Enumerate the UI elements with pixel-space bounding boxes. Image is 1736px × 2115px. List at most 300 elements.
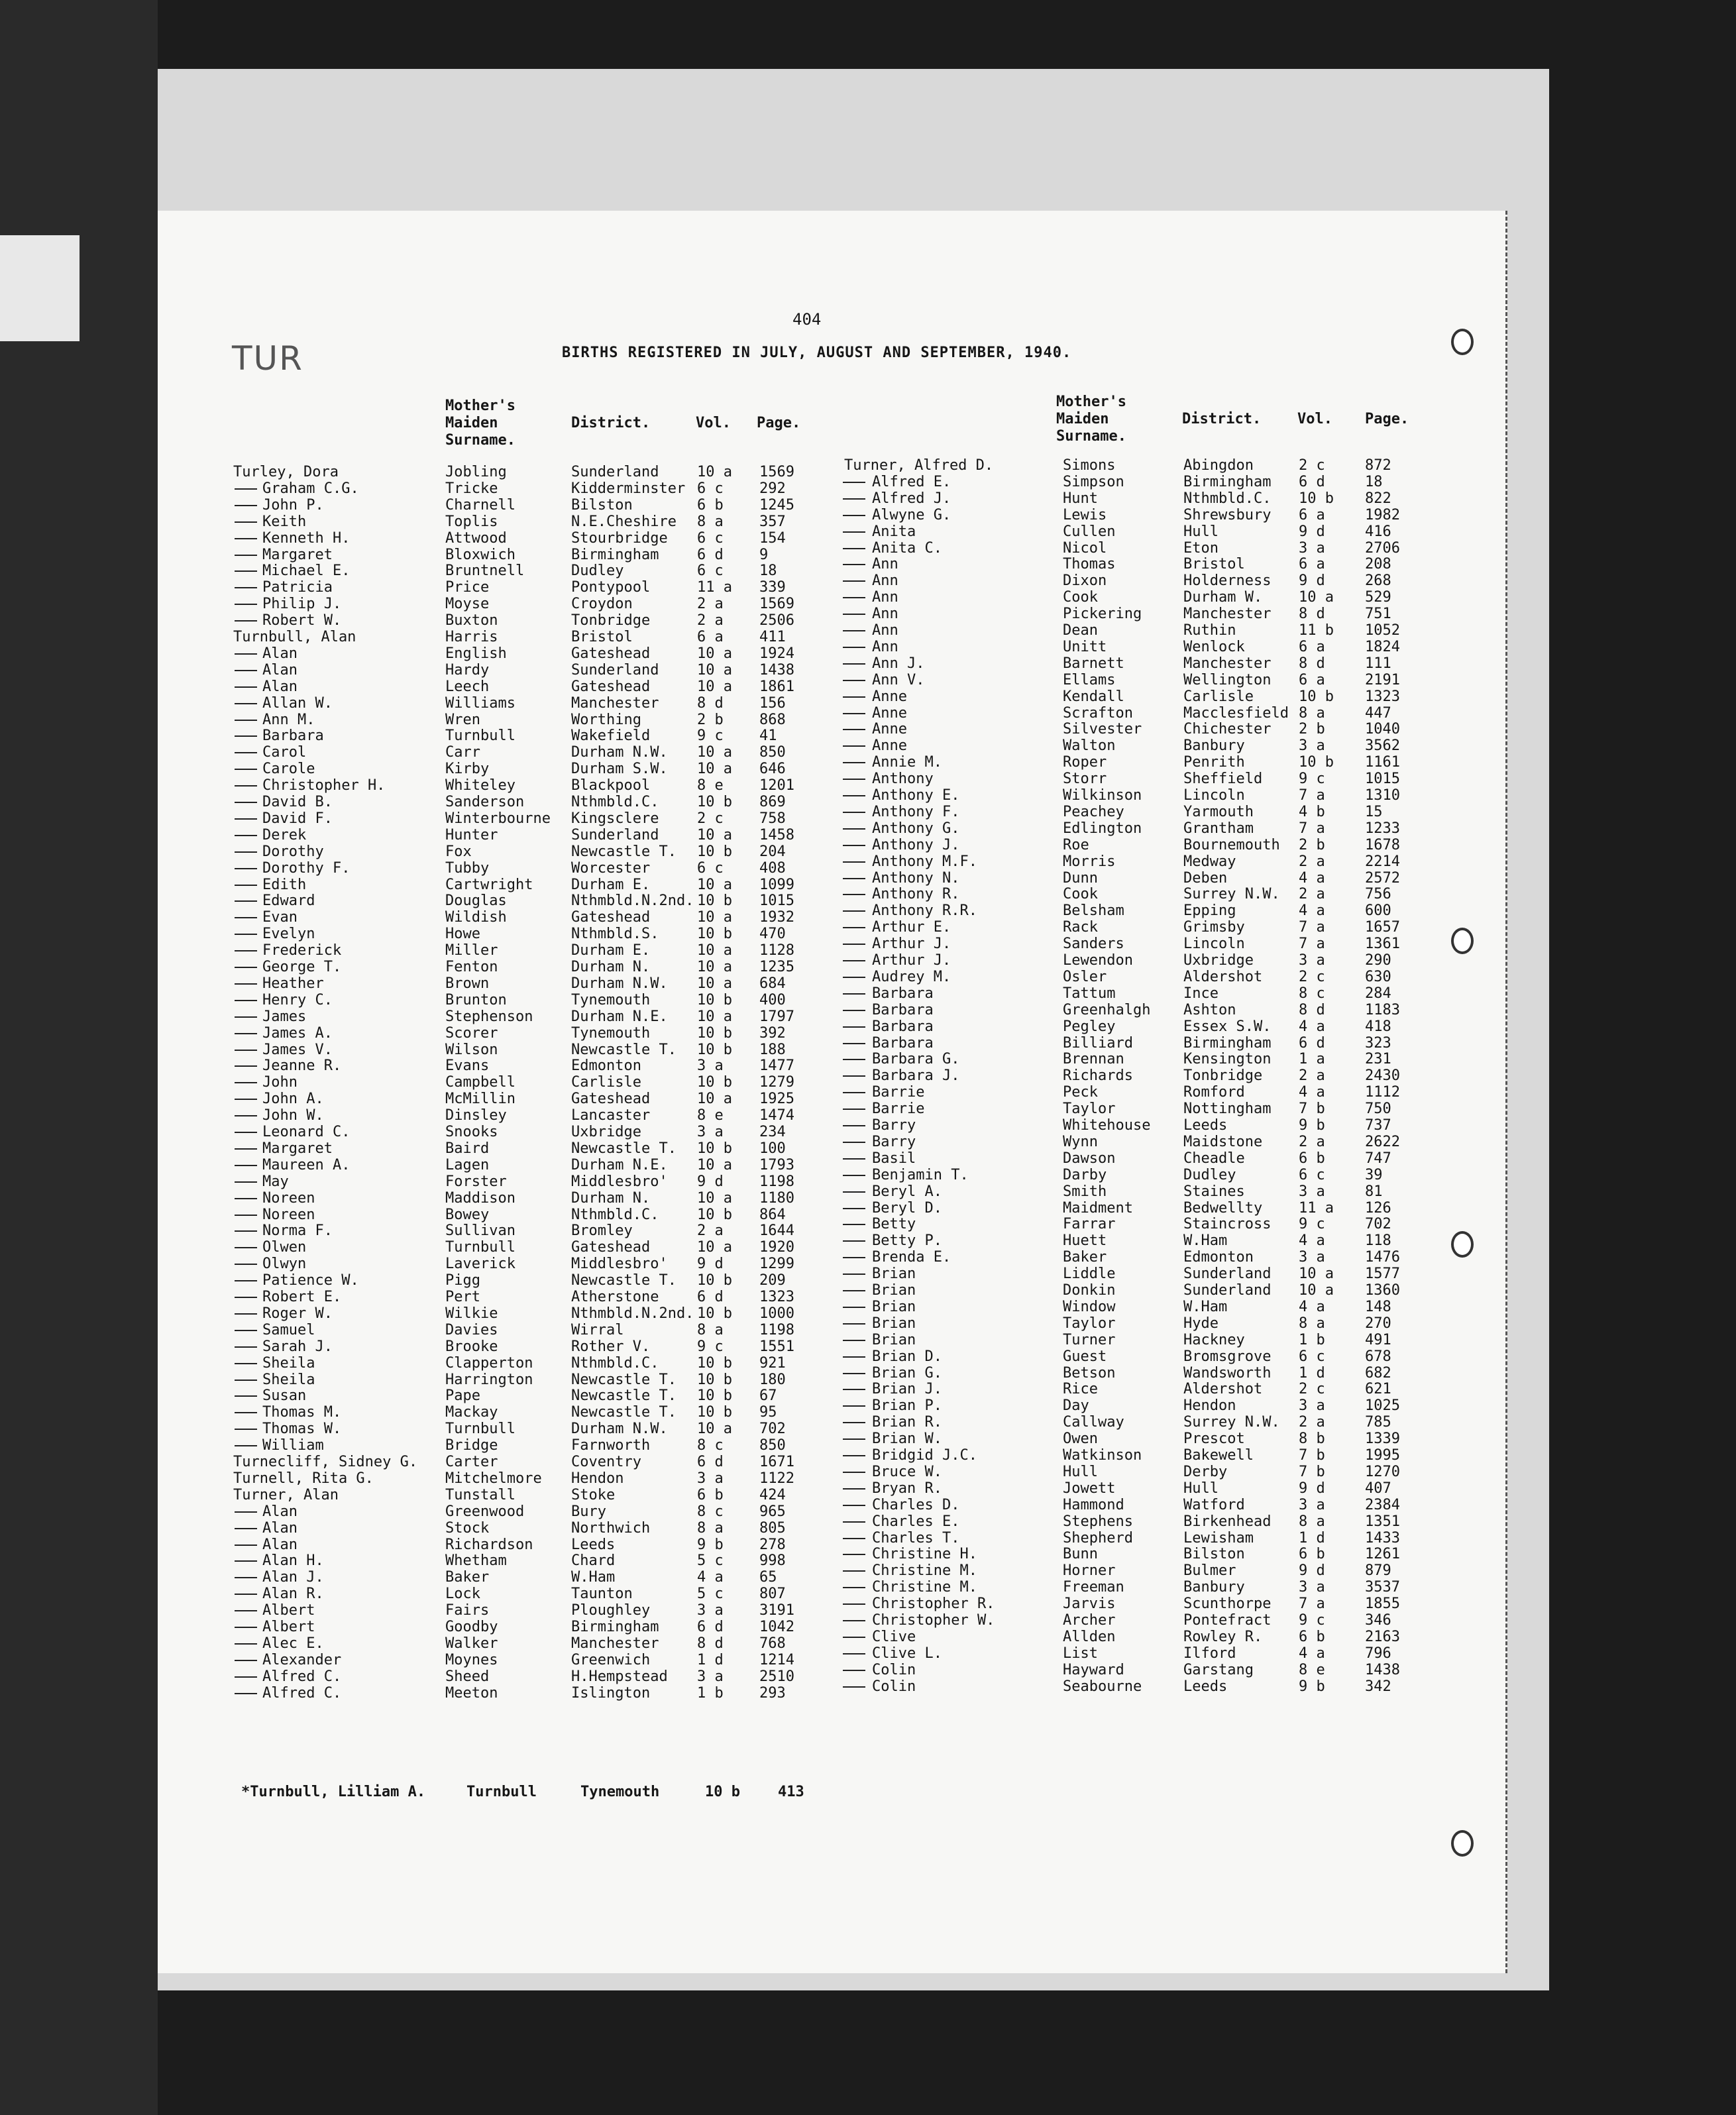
district: Rother V. <box>571 1338 651 1355</box>
district: Bilston <box>1183 1546 1245 1563</box>
mother-maiden-surname: Walton <box>1063 737 1116 755</box>
child-name: Turnbull, Alan <box>233 629 356 645</box>
child-name: Barry <box>872 1117 916 1134</box>
ditto-dash <box>235 1511 257 1513</box>
district: Manchester <box>571 694 659 712</box>
mother-maiden-surname: Tricke <box>445 480 498 497</box>
district: Bakewell <box>1183 1447 1254 1464</box>
mother-maiden-surname: Guest <box>1063 1348 1107 1365</box>
volume: 6 c <box>697 529 724 547</box>
volume: 9 d <box>1299 523 1325 540</box>
district: Wakefield <box>571 728 651 745</box>
district: Bournemouth <box>1183 836 1280 853</box>
punch-hole <box>1451 329 1474 355</box>
child-name: Betty P. <box>872 1232 942 1250</box>
ditto-dash <box>235 1395 257 1397</box>
mother-maiden-surname: Charnell <box>445 496 515 514</box>
district: Medway <box>1183 853 1236 870</box>
child-name: Barbara <box>872 1001 934 1018</box>
page-ref: 100 <box>759 1140 786 1157</box>
volume: 2 c <box>1299 1381 1325 1398</box>
child-name: Anita <box>872 523 916 540</box>
district: Maidstone <box>1183 1133 1263 1150</box>
page-ref: 1235 <box>759 959 794 975</box>
header-page-right: Page. <box>1365 411 1409 427</box>
district: Dudley <box>1183 1166 1236 1183</box>
child-name: Beryl D. <box>872 1199 942 1217</box>
volume: 4 a <box>1299 869 1325 887</box>
page-ref: 284 <box>1365 985 1391 1002</box>
child-name: Thomas M. <box>262 1404 342 1421</box>
district: Durham N.E. <box>571 1156 668 1173</box>
district: Birmingham <box>571 1619 659 1635</box>
ditto-dash <box>235 934 257 935</box>
district: W.Ham <box>571 1569 616 1586</box>
volume: 6 c <box>697 859 724 877</box>
child-name: Alwyne G. <box>872 506 951 523</box>
page-ref: 278 <box>759 1536 786 1553</box>
child-name: Alan <box>262 678 298 695</box>
district: Farnworth <box>571 1437 651 1454</box>
ditto-dash <box>235 802 257 803</box>
child-name: Robert W. <box>262 612 342 629</box>
child-name: Alan R. <box>262 1586 324 1603</box>
district: Gateshead <box>571 678 651 695</box>
child-name: Ann <box>872 622 898 639</box>
page-ref: 357 <box>759 513 786 530</box>
district: Stoke <box>571 1486 616 1503</box>
district: Rowley R. <box>1183 1628 1263 1645</box>
mother-maiden-surname: Cartwright <box>445 876 533 893</box>
ditto-dash <box>235 653 257 655</box>
ditto-dash <box>843 1290 865 1291</box>
page-ref: 1995 <box>1365 1447 1400 1464</box>
district: Northwich <box>571 1519 651 1537</box>
page-ref: 1042 <box>759 1619 794 1635</box>
child-name: Alfred C. <box>262 1684 342 1702</box>
child-name: Edith <box>262 876 307 893</box>
page-ref: 751 <box>1365 606 1391 623</box>
ditto-dash <box>843 1554 865 1555</box>
mother-maiden-surname: Fox <box>445 843 472 860</box>
mother-maiden-surname: Carter <box>445 1454 498 1470</box>
ditto-dash <box>235 1247 257 1248</box>
volume: 8 c <box>697 1437 724 1454</box>
mother-maiden-surname: Simpson <box>1063 473 1124 490</box>
district: Hendon <box>571 1470 624 1487</box>
district: Blackpool <box>571 777 651 794</box>
child-name: Keith <box>262 513 307 530</box>
volume: 7 b <box>1299 1447 1325 1464</box>
volume: 2 a <box>1299 886 1325 903</box>
district: Grantham <box>1183 820 1254 837</box>
mother-maiden-surname: Brooke <box>445 1338 498 1355</box>
page-ref: 346 <box>1365 1612 1391 1629</box>
child-name: Anthony J. <box>872 836 960 853</box>
mother-maiden-surname: Peachey <box>1063 803 1124 820</box>
ditto-dash <box>235 670 257 671</box>
volume: 3 a <box>1299 1579 1325 1596</box>
volume: 2 b <box>1299 836 1325 853</box>
volume: 3 a <box>1299 1496 1325 1513</box>
child-name: Derek <box>262 826 307 843</box>
volume: 10 a <box>697 1189 732 1207</box>
child-name: Alec E. <box>262 1635 324 1652</box>
mother-maiden-surname: Kirby <box>445 761 490 778</box>
page-ref: 1569 <box>759 464 794 480</box>
mother-maiden-surname: Silvester <box>1063 721 1142 738</box>
volume: 3 a <box>697 1668 724 1685</box>
volume: 10 b <box>697 926 732 943</box>
mother-maiden-surname: Davies <box>445 1321 498 1338</box>
punch-hole <box>1451 1830 1474 1857</box>
child-name: Brenda E. <box>872 1249 951 1266</box>
ditto-dash <box>843 944 865 945</box>
ditto-dash <box>235 686 257 688</box>
child-name: Brian P. <box>872 1397 942 1415</box>
page-ref: 1000 <box>759 1305 794 1322</box>
page-ref: 1924 <box>759 645 794 662</box>
mother-maiden-surname: Fenton <box>445 959 498 975</box>
mother-maiden-surname: Bloxwich <box>445 546 515 563</box>
mother-maiden-surname: Jobling <box>445 464 507 480</box>
child-name: Turley, Dora <box>233 464 339 480</box>
mother-maiden-surname: Liddle <box>1063 1266 1116 1283</box>
ditto-dash <box>235 1148 257 1150</box>
header-vol-left: Vol. <box>696 415 731 431</box>
ditto-dash <box>843 1603 865 1605</box>
mother-maiden-surname: Baker <box>1063 1249 1107 1266</box>
mother-maiden-surname: Huett <box>1063 1232 1107 1250</box>
district: Kensington <box>1183 1051 1272 1068</box>
child-name: John W. <box>262 1107 324 1124</box>
ditto-dash <box>235 900 257 902</box>
page-ref: 292 <box>759 480 786 497</box>
page-ref: 1932 <box>759 909 794 926</box>
volume: 9 b <box>1299 1117 1325 1134</box>
mother-maiden-surname: English <box>445 645 507 662</box>
ditto-dash <box>843 1356 865 1358</box>
ditto-dash <box>843 1092 865 1093</box>
ditto-dash <box>235 1577 257 1578</box>
volume: 9 d <box>697 1256 724 1273</box>
volume: 10 a <box>1299 1282 1334 1299</box>
mother-maiden-surname: Lock <box>445 1586 480 1603</box>
page-ref: 323 <box>1365 1034 1391 1052</box>
mother-maiden-surname: Wynn <box>1063 1133 1098 1150</box>
page-ref: 1015 <box>759 893 794 910</box>
district: Edmonton <box>1183 1249 1254 1266</box>
volume: 1 b <box>697 1684 724 1702</box>
child-name: Bruce W. <box>872 1463 942 1480</box>
page-ref: 1474 <box>759 1107 794 1124</box>
mother-maiden-surname: Smith <box>1063 1183 1107 1200</box>
district: Greenwich <box>571 1651 651 1668</box>
mother-maiden-surname: Meeton <box>445 1684 498 1702</box>
mother-maiden-surname: Turnbull <box>445 1239 515 1256</box>
mother-maiden-surname: Stephens <box>1063 1513 1133 1530</box>
ditto-dash <box>235 1280 257 1281</box>
child-name: Alexander <box>262 1651 342 1668</box>
child-name: Margaret <box>262 546 333 563</box>
child-name: Betty <box>872 1216 916 1233</box>
volume: 2 c <box>1299 457 1325 474</box>
mother-maiden-surname: Hunter <box>445 826 498 843</box>
mother-maiden-surname: Freeman <box>1063 1579 1124 1596</box>
child-name: Robert E. <box>262 1289 342 1305</box>
ditto-dash <box>235 1545 257 1546</box>
volume: 6 d <box>1299 1034 1325 1052</box>
child-name: Evan <box>262 909 298 926</box>
volume: 8 d <box>1299 606 1325 623</box>
child-name: Alan <box>262 645 298 662</box>
mother-maiden-surname: List <box>1063 1645 1098 1662</box>
mother-maiden-surname: Dawson <box>1063 1150 1116 1167</box>
volume: 10 a <box>697 909 732 926</box>
mother-maiden-surname: Allden <box>1063 1628 1116 1645</box>
volume: 10 a <box>697 661 732 678</box>
ditto-dash <box>843 696 865 698</box>
district: Kidderminster <box>571 480 686 497</box>
child-name: Jeanne R. <box>262 1058 342 1075</box>
child-name: Henry C. <box>262 991 333 1008</box>
volume: 6 d <box>697 1619 724 1635</box>
district: Gateshead <box>571 645 651 662</box>
mother-maiden-surname: Callway <box>1063 1414 1124 1431</box>
volume: 3 a <box>697 1470 724 1487</box>
page-ref: 1198 <box>759 1321 794 1338</box>
mother-maiden-surname: Douglas <box>445 893 507 910</box>
district: Sheffield <box>1183 771 1263 788</box>
mother-maiden-surname: Roe <box>1063 836 1089 853</box>
ditto-dash <box>843 1373 865 1374</box>
child-name: Brian R. <box>872 1414 942 1431</box>
district: Worthing <box>571 711 641 728</box>
mother-maiden-surname: Price <box>445 579 490 596</box>
district: Hull <box>1183 1480 1219 1497</box>
page-ref: 1925 <box>759 1091 794 1108</box>
volume: 9 c <box>1299 1612 1325 1629</box>
volume: 1 d <box>1299 1529 1325 1546</box>
ditto-dash <box>843 1389 865 1390</box>
mother-maiden-surname: Pigg <box>445 1272 480 1289</box>
page-ref: 1458 <box>759 826 794 843</box>
mother-maiden-surname: Williams <box>445 694 515 712</box>
child-name: Barbara <box>262 728 324 745</box>
ditto-dash <box>843 1670 865 1671</box>
volume: 6 b <box>1299 1150 1325 1167</box>
page-ref: 747 <box>1365 1150 1391 1167</box>
volume: 6 d <box>697 1454 724 1470</box>
volume: 10 a <box>697 645 732 662</box>
child-name: Barbara J. <box>872 1067 960 1085</box>
mother-maiden-surname: Mackay <box>445 1404 498 1421</box>
mother-maiden-surname: Howe <box>445 926 480 943</box>
volume: 10 a <box>697 876 732 893</box>
volume: 7 a <box>1299 919 1325 936</box>
punch-hole <box>1451 928 1474 954</box>
ditto-dash <box>843 993 865 995</box>
mother-maiden-surname: Jowett <box>1063 1480 1116 1497</box>
child-name: Brian <box>872 1298 916 1315</box>
page-ref: 234 <box>759 1124 786 1140</box>
ditto-dash <box>235 835 257 836</box>
volume: 7 a <box>1299 820 1325 837</box>
page-ref: 872 <box>1365 457 1391 474</box>
district: Leeds <box>1183 1117 1228 1134</box>
district: Newcastle T. <box>571 1041 677 1058</box>
child-name: Norma F. <box>262 1222 333 1240</box>
volume: 10 a <box>697 1421 732 1438</box>
mother-maiden-surname: Sheed <box>445 1668 490 1685</box>
volume: 10 a <box>1299 589 1334 606</box>
ditto-dash <box>843 1158 865 1160</box>
volume: 7 a <box>1299 936 1325 953</box>
district: Aldershot <box>1183 1381 1263 1398</box>
mother-maiden-surname: Watkinson <box>1063 1447 1142 1464</box>
page-ref: 1180 <box>759 1189 794 1207</box>
mother-maiden-surname: Harris <box>445 629 498 645</box>
mother-maiden-surname: Goodby <box>445 1619 498 1635</box>
mother-maiden-surname: Pert <box>445 1289 480 1305</box>
district: Lewisham <box>1183 1529 1254 1546</box>
volume: 2 a <box>697 596 724 613</box>
volume: 6 b <box>697 496 724 514</box>
volume: 10 a <box>697 744 732 761</box>
page-ref: 270 <box>1365 1315 1391 1332</box>
child-name: Annie M. <box>872 754 942 771</box>
ditto-dash <box>235 1412 257 1413</box>
page-ref: 126 <box>1365 1199 1391 1217</box>
page-ref: 702 <box>1365 1216 1391 1233</box>
volume: 5 c <box>697 1552 724 1570</box>
page-ref: 1261 <box>1365 1546 1400 1563</box>
volume: 8 c <box>1299 985 1325 1002</box>
volume: 2 b <box>697 711 724 728</box>
page-ref: 796 <box>1365 1645 1391 1662</box>
ditto-dash <box>843 1340 865 1341</box>
ditto-dash <box>235 1560 257 1562</box>
ditto-dash <box>843 1587 865 1588</box>
ditto-dash <box>843 1191 865 1193</box>
district: Durham N.E. <box>571 1008 668 1025</box>
ditto-dash <box>235 703 257 704</box>
child-name: Anne <box>872 704 907 722</box>
volume: 6 a <box>1299 556 1325 573</box>
ditto-dash <box>235 1132 257 1133</box>
child-name: Anthony <box>872 771 934 788</box>
mother-maiden-surname: Maidment <box>1063 1199 1133 1217</box>
volume: 10 b <box>1299 754 1334 771</box>
district: Lincoln <box>1183 787 1245 804</box>
child-name: Allan W. <box>262 694 333 712</box>
child-name: Christine M. <box>872 1579 977 1596</box>
mother-maiden-surname: Lewis <box>1063 506 1107 523</box>
district: Carlisle <box>571 1074 641 1091</box>
page-ref: 1438 <box>759 661 794 678</box>
district: Abingdon <box>1183 457 1254 474</box>
volume: 1 b <box>1299 1331 1325 1348</box>
mother-maiden-surname: Wilson <box>445 1041 498 1058</box>
volume: 8 d <box>697 1635 724 1652</box>
ditto-dash <box>235 1429 257 1430</box>
district: Durham E. <box>571 876 651 893</box>
page-ref: 1569 <box>759 596 794 613</box>
page-ref: 1920 <box>759 1239 794 1256</box>
mother-maiden-surname: Leech <box>445 678 490 695</box>
page-ref: 118 <box>1365 1232 1391 1250</box>
child-name: John P. <box>262 496 324 514</box>
mother-maiden-surname: Baker <box>445 1569 490 1586</box>
district: Ince <box>1183 985 1219 1002</box>
page-ref: 1310 <box>1365 787 1400 804</box>
volume: 3 a <box>1299 737 1325 755</box>
volume: 9 c <box>1299 771 1325 788</box>
mother-maiden-surname: Bruntnell <box>445 563 525 580</box>
district: Newcastle T. <box>571 1272 677 1289</box>
volume: 2 c <box>1299 968 1325 985</box>
volume: 3 a <box>697 1602 724 1619</box>
district: Sunderland <box>571 661 659 678</box>
child-name: Barbara <box>872 1034 934 1052</box>
district: Surrey N.W. <box>1183 886 1280 903</box>
child-name: Carole <box>262 761 315 778</box>
child-name: Albert <box>262 1619 315 1635</box>
mother-maiden-surname: Roper <box>1063 754 1107 771</box>
volume: 6 c <box>1299 1166 1325 1183</box>
district: Leeds <box>1183 1678 1228 1695</box>
child-name: David B. <box>262 794 333 810</box>
child-name: Olwyn <box>262 1256 307 1273</box>
district: Durham N.W. <box>571 1421 668 1438</box>
mother-maiden-surname: Bunn <box>1063 1546 1098 1563</box>
mother-maiden-surname: Peck <box>1063 1084 1098 1101</box>
child-name: Christopher H. <box>262 777 386 794</box>
ditto-dash <box>843 498 865 500</box>
page-ref: 2506 <box>759 612 794 629</box>
district: Bilston <box>571 496 633 514</box>
ditto-dash <box>843 812 865 813</box>
page-ref: 111 <box>1365 655 1391 672</box>
volume: 10 a <box>697 464 732 480</box>
mother-maiden-surname: Hunt <box>1063 490 1098 507</box>
volume: 10 b <box>697 1024 732 1042</box>
volume: 8 e <box>697 1107 724 1124</box>
mother-maiden-surname: Campbell <box>445 1074 515 1091</box>
page-ref: 3562 <box>1365 737 1400 755</box>
ditto-dash <box>843 1405 865 1407</box>
child-name: Ann V. <box>872 671 925 688</box>
volume: 9 b <box>1299 1678 1325 1695</box>
page-ref: 1161 <box>1365 754 1400 771</box>
district: Pontefract <box>1183 1612 1272 1629</box>
ditto-dash <box>235 950 257 951</box>
district: Sunderland <box>571 826 659 843</box>
child-name: James A. <box>262 1024 333 1042</box>
mother-maiden-surname: Pape <box>445 1387 480 1405</box>
child-name: Sheila <box>262 1371 315 1388</box>
child-name: Ann <box>872 572 898 590</box>
ditto-dash <box>843 1043 865 1044</box>
mother-maiden-surname: Shepherd <box>1063 1529 1133 1546</box>
page-ref: 868 <box>759 711 786 728</box>
ditto-dash <box>235 885 257 886</box>
child-name: Albert <box>262 1602 315 1619</box>
mother-maiden-surname: Dixon <box>1063 572 1107 590</box>
ditto-dash <box>235 1033 257 1034</box>
district: Chichester <box>1183 721 1272 738</box>
page-ref: 2706 <box>1365 539 1400 557</box>
